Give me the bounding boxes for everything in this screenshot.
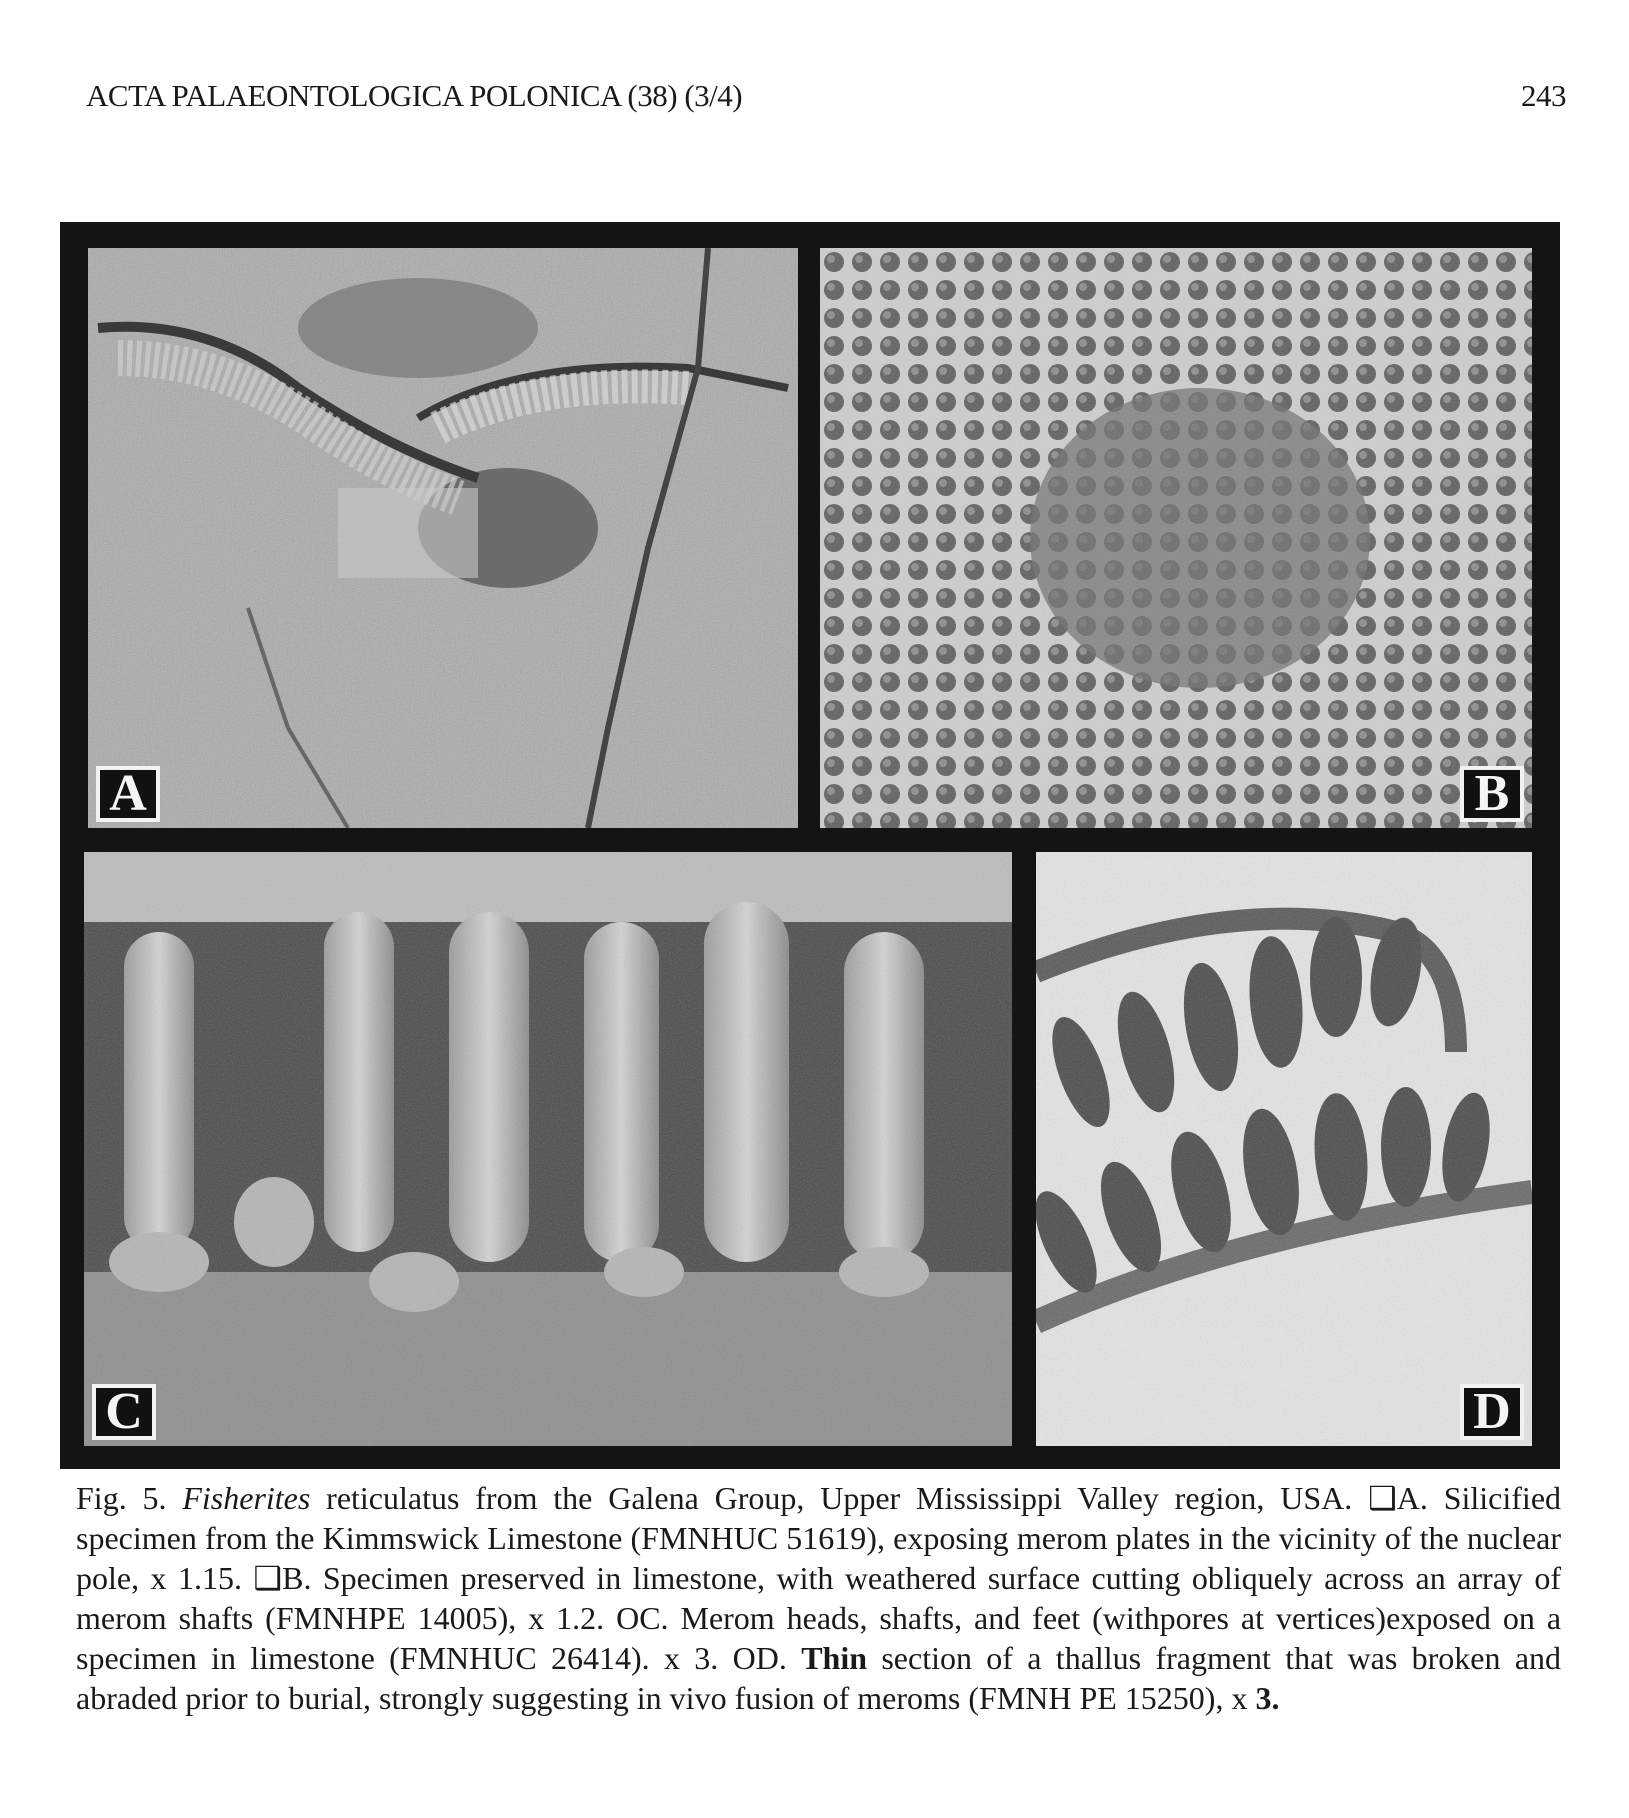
figure-caption	[76, 1478, 1561, 1718]
silicified-specimen-photo	[88, 248, 798, 828]
merom-heads-shafts-feet-photo	[84, 852, 1012, 1446]
panel-label-b: B	[1460, 766, 1524, 822]
panel-label-a: A	[96, 766, 160, 822]
panel-label-d: D	[1460, 1384, 1524, 1440]
caption-part-a: ❑A. Silicified specimen from the Kimmswick Limestone (FMNHUC 51619), exposing merom plates in the vicinity of the nuclear pole, x 1.15.	[76, 1480, 1562, 1596]
caption-part-d-bold: Thin	[801, 1640, 868, 1676]
page-number: 243	[1521, 78, 1566, 113]
caption-part-d-scale: 3.	[1255, 1680, 1280, 1716]
caption-part-d-text: section of a thallus fragment that was broken and abraded prior to burial, strongly suggesting in vivo fusion of meroms (FMNH PE 15250), x	[76, 1640, 1562, 1716]
panel-d-image	[1036, 852, 1532, 1446]
caption-part-b: ❑B. Specimen preserved in limestone, with weathered surface cutting obliquely across an array of merom shafts (FMNHPE 14005), x 1.2.	[76, 1560, 1562, 1636]
caption-part-d-prefix: OD.	[732, 1640, 787, 1676]
panel-a-image	[88, 248, 798, 828]
genus-name: Fisherites	[182, 1480, 311, 1516]
thin-section-photo	[1036, 852, 1532, 1446]
caption-intro: reticulatus from the Galena Group, Upper Mississippi Valley region, USA.	[326, 1480, 1353, 1516]
panel-c-image	[84, 852, 1012, 1446]
caption-part-c: OC. Merom heads, shafts, and feet (withpores at vertices)exposed on a specimen in limestone (FMNHUC 26414). x 3.	[76, 1600, 1562, 1676]
figure-number: Fig. 5.	[76, 1480, 167, 1516]
merom-shafts-array-photo	[820, 248, 1532, 828]
panel-b-image	[820, 248, 1532, 828]
journal-title: ACTA PALAEONTOLOGICA POLONICA (38) (3/4)	[86, 78, 743, 113]
running-header	[86, 78, 1566, 118]
panel-label-c: C	[92, 1384, 156, 1440]
figure-plate	[60, 222, 1560, 1469]
